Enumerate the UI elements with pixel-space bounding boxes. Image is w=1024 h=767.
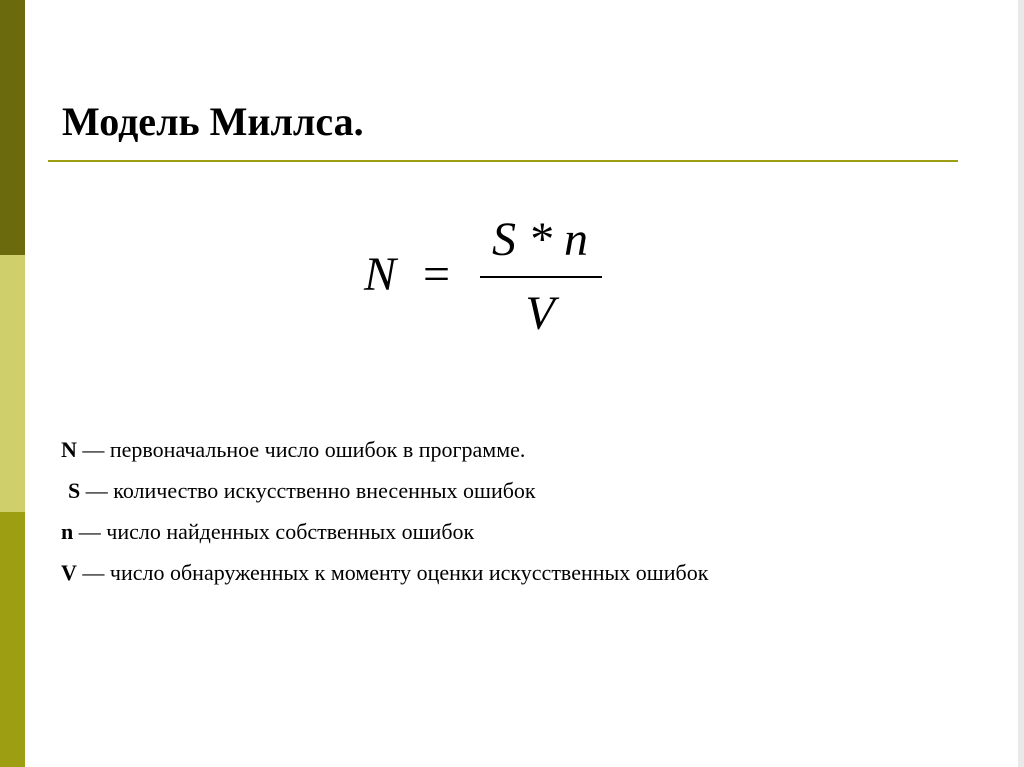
- definition-symbol: n: [61, 519, 74, 544]
- slide-title: Модель Миллса.: [62, 99, 364, 144]
- definition-v-detected: [61, 557, 708, 598]
- definition-s-seeded: [61, 475, 708, 516]
- formula-fraction-bar: [480, 276, 602, 278]
- formula-denominator: V: [525, 287, 555, 340]
- definition-text: — первоначальное число ошибок в программе.: [76, 437, 526, 462]
- variable-definitions: [61, 434, 708, 598]
- definition-symbol: S: [68, 478, 81, 503]
- definition-text: — число найденных собственных ошибок: [73, 519, 475, 544]
- formula-equals-sign: =: [423, 248, 451, 301]
- definition-text: — число обнаруженных к моменту оценки искусственных ошибок: [76, 560, 709, 585]
- definition-n-total: [61, 434, 708, 475]
- formula-numerator: S * n: [492, 213, 588, 266]
- definition-text: — количество искусственно внесенных ошибок: [80, 478, 536, 503]
- definition-n-found: [61, 516, 708, 557]
- definition-symbol: N: [61, 437, 77, 462]
- formula-lhs: N: [364, 248, 397, 301]
- definition-symbol: V: [61, 560, 77, 585]
